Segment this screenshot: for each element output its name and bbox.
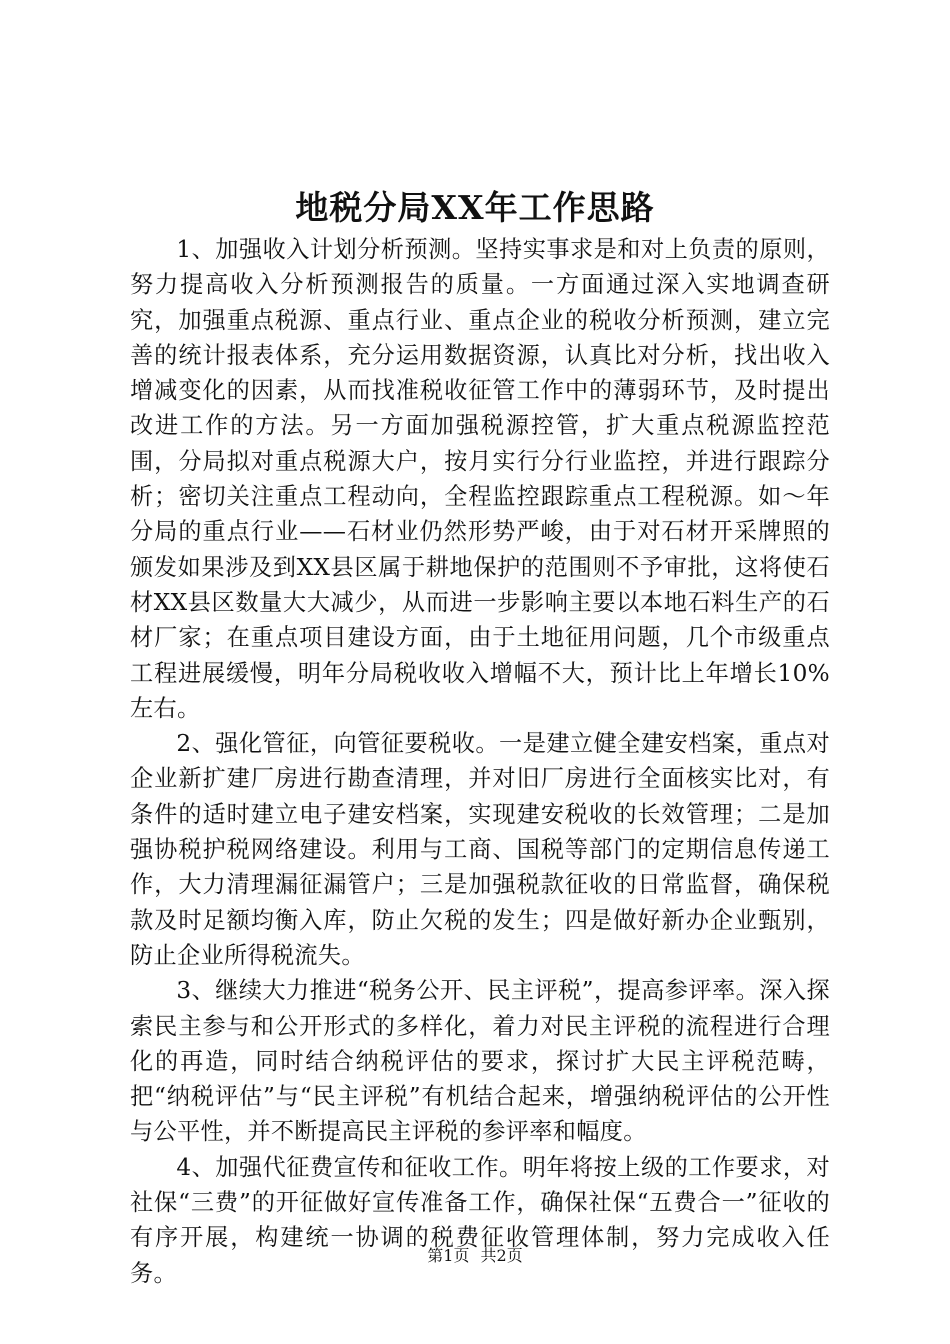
paragraph-2: 2、强化管征，向管征要税收。一是建立健全建安档案，重点对企业新扩建厂房进行勘查清理，并对旧厂房进行全面核实比对，有条件的适时建立电子建安档案，实现建安税收的长效管理；二是加强协税护税网络建设。利用与工商、国税等部门的定期信息传递工作，大力清理漏征漏管户；三是加强税款征收的日常监督，确保税款及时足额均衡入库，防止欠税的发生；四是做好新办企业甄别，防止企业所得税流失。	[130, 730, 830, 969]
page-footer	[0, 1246, 950, 1266]
page-number-current: 第1页	[427, 1246, 470, 1265]
document-title: 地税分局XX年工作思路	[295, 188, 655, 227]
paragraph-1: 1、加强收入计划分析预测。坚持实事求是和对上负责的原则，努力提高收入分析预测报告的质量。一方面通过深入实地调查研究，加强重点税源、重点行业、重点企业的税收分析预测，建立完善的统计报表体系，充分运用数据资源，认真比对分析，找出收入增减变化的因素，从而找准税收征管工作中的薄弱环节，及时提出改进工作的方法。另一方面加强税源控管，扩大重点税源监控范围，分局拟对重点税源大户，按月实行分行业监控，并进行跟踪分析；密切关注重点工程动向，全程监控跟踪重点工程税源。如～年分局的重点行业——石材业仍然形势严峻，由于对石材开采牌照的颁发如果涉及到XX县区属于耕地保护的范围则不予审批，这将使石材XX县区数量大大减少，从而进一步影响主要以本地石料生产的石材厂家；在重点项目建设方面，由于土地征用问题，几个市级重点工程进展缓慢，明年分局税收收入增幅不大，预计比上年增长10%左右。	[130, 236, 830, 722]
paragraph-3: 3、继续大力推进“税务公开、民主评税”，提高参评率。深入探索民主参与和公开形式的多样化，着力对民主评税的流程进行合理化的再造，同时结合纳税评估的要求，探讨扩大民主评税范畴，把“纳税评估”与“民主评税”有机结合起来，增强纳税评估的公开性与公平性，并不断提高民主评税的参评率和幅度。	[130, 977, 830, 1146]
page-number-total: 共2页	[480, 1246, 523, 1265]
paragraph-4: 4、加强代征费宣传和征收工作。明年将按上级的工作要求，对社保“三费”的开征做好宣传准备工作，确保社保“五费合一”征收的有序开展，构建统一协调的税费征收管理体制，努力完成收入任务。	[130, 1153, 830, 1287]
document-body	[130, 232, 830, 1291]
